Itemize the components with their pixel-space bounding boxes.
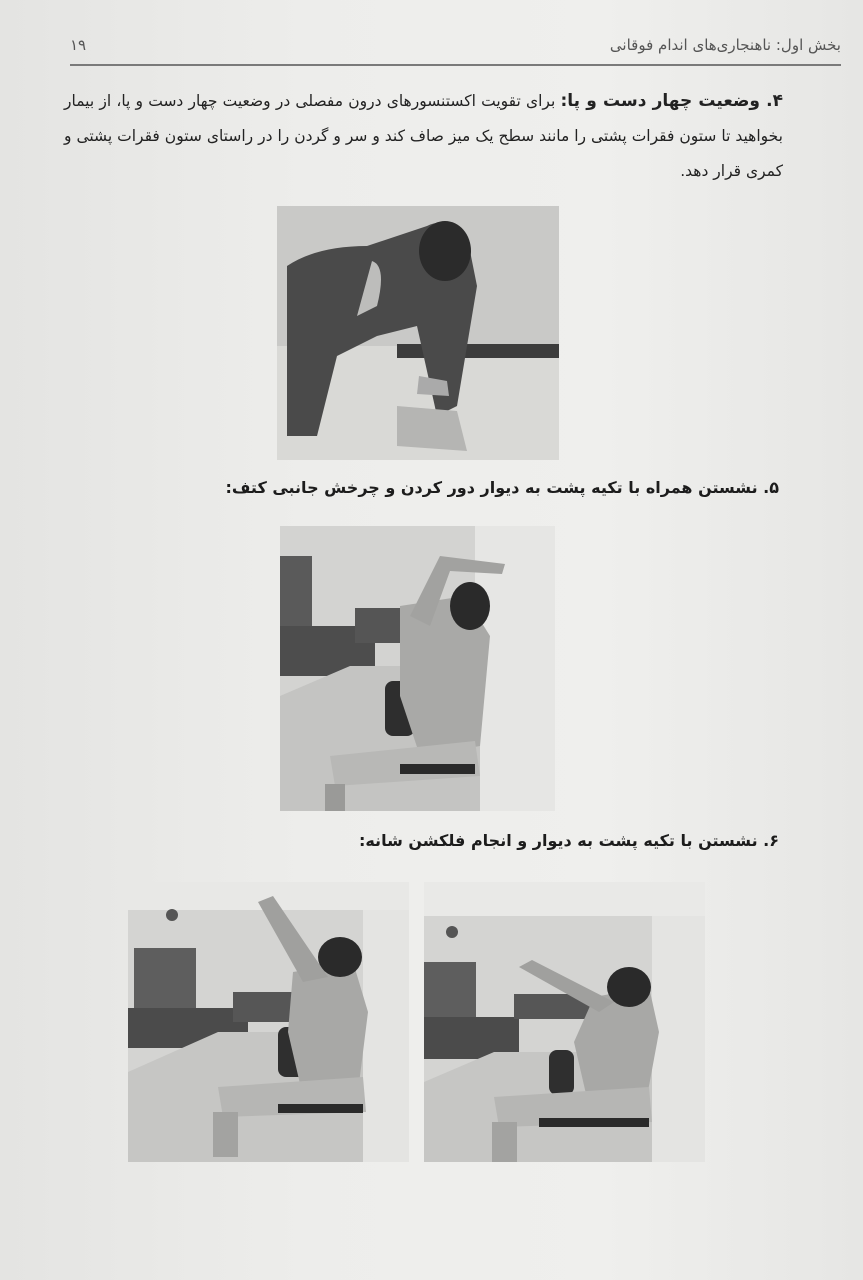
- section-4-title: ۴. وضعیت چهار دست و پا:: [560, 91, 783, 111]
- page-number: ۱۹: [70, 36, 87, 54]
- section-6-caption: ۶. نشستن با تکیه پشت به دیوار و انجام فلکشن شانه:: [358, 831, 779, 850]
- quadruped-exercise-photo: [277, 206, 559, 460]
- section-4-paragraph: [64, 84, 783, 189]
- shoulder-flexion-full-photo: [128, 882, 409, 1162]
- chapter-title: بخش اول: ناهنجاری‌های اندام فوقانی: [609, 36, 841, 54]
- shoulder-flexion-mid-photo: [424, 882, 705, 1162]
- header-rule: [70, 64, 841, 66]
- section-4-text: برای تقویت اکستنسورهای درون مفصلی در وضعیت چهار دست و پا، از بیمار بخواهید تا ستون فقرات پشتی را مانند سطح یک میز صاف کند و سر و گردن را در راستای ستون فقرات پشتی و کمری قرار دهد.: [64, 92, 783, 180]
- seated-scapular-rotation-photo: [280, 526, 555, 811]
- section-5-caption: ۵. نشستن همراه با تکیه پشت به دیوار دور کردن و چرخش جانبی کتف:: [225, 478, 779, 497]
- page-header: [40, 34, 841, 64]
